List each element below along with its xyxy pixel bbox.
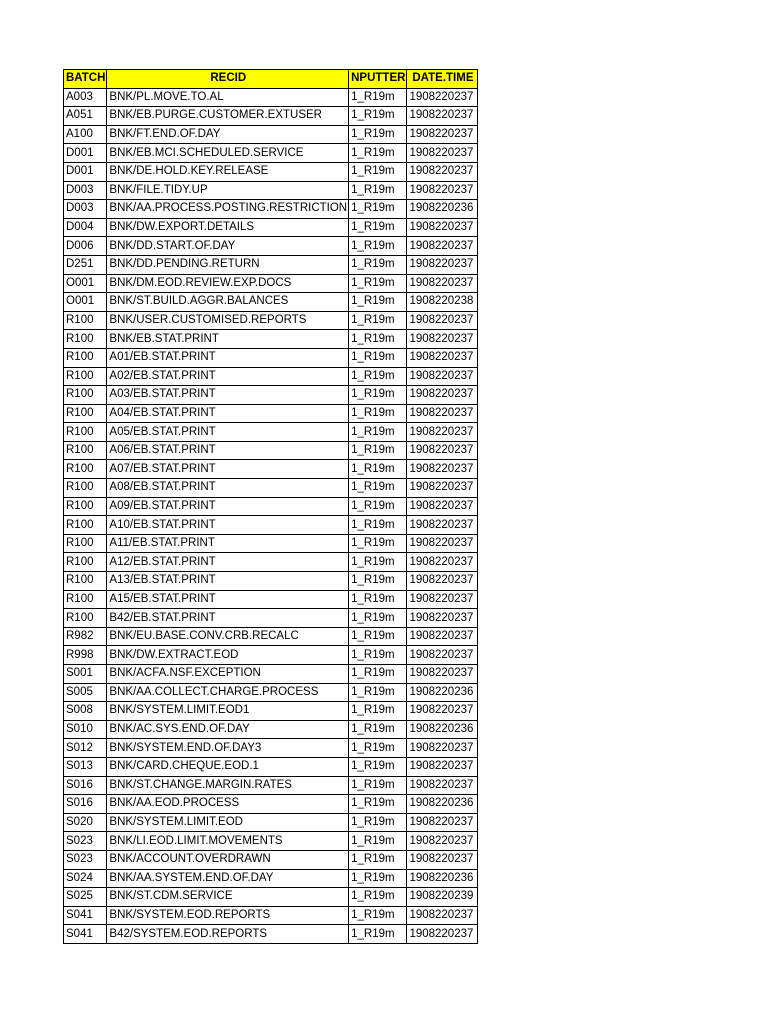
table-row	[64, 479, 478, 498]
date-time-cell: 1908220236	[407, 795, 478, 814]
date-time-cell: 1908220237	[407, 646, 478, 665]
recid-cell: BNK/AA.EOD.PROCESS	[107, 795, 349, 814]
table-row	[64, 107, 478, 126]
batch-cell: R100	[64, 423, 107, 442]
batch-cell: D003	[64, 181, 107, 200]
recid-cell: BNK/DM.EOD.REVIEW.EXP.DOCS	[107, 274, 349, 293]
recid-cell: BNK/AA.PROCESS.POSTING.RESTRICTION	[107, 200, 349, 219]
recid-cell: B42/SYSTEM.EOD.REPORTS	[107, 925, 349, 944]
batch-cell: S020	[64, 813, 107, 832]
recid-cell: BNK/PL.MOVE.TO.AL	[107, 88, 349, 107]
inputter-cell: 1_R19m	[349, 200, 407, 219]
batch-cell: S016	[64, 795, 107, 814]
date-time-cell: 1908220237	[407, 516, 478, 535]
table-row	[64, 553, 478, 572]
inputter-cell: 1_R19m	[349, 367, 407, 386]
batch-cell: S005	[64, 683, 107, 702]
inputter-cell: 1_R19m	[349, 497, 407, 516]
table-row	[64, 850, 478, 869]
inputter-cell: 1_R19m	[349, 125, 407, 144]
column-header-batch: BATCH	[64, 70, 107, 89]
recid-cell: A07/EB.STAT.PRINT	[107, 460, 349, 479]
recid-cell: A13/EB.STAT.PRINT	[107, 572, 349, 591]
table-row	[64, 534, 478, 553]
batch-cell: R982	[64, 627, 107, 646]
column-header-inputter: NPUTTER	[349, 70, 407, 89]
table-row	[64, 348, 478, 367]
inputter-cell: 1_R19m	[349, 162, 407, 181]
inputter-cell: 1_R19m	[349, 627, 407, 646]
header-row	[64, 70, 478, 89]
recid-cell: BNK/SYSTEM.LIMIT.EOD1	[107, 702, 349, 721]
recid-cell: BNK/CARD.CHEQUE.EOD.1	[107, 757, 349, 776]
batch-cell: A003	[64, 88, 107, 107]
inputter-cell: 1_R19m	[349, 572, 407, 591]
batch-cell: R100	[64, 590, 107, 609]
inputter-cell: 1_R19m	[349, 293, 407, 312]
inputter-cell: 1_R19m	[349, 423, 407, 442]
inputter-cell: 1_R19m	[349, 813, 407, 832]
table-row	[64, 627, 478, 646]
recid-cell: BNK/DE.HOLD.KEY.RELEASE	[107, 162, 349, 181]
table-row	[64, 367, 478, 386]
recid-cell: BNK/LI.EOD.LIMIT.MOVEMENTS	[107, 832, 349, 851]
batch-cell: S010	[64, 720, 107, 739]
batch-cell: R100	[64, 479, 107, 498]
batch-cell: R100	[64, 348, 107, 367]
date-time-cell: 1908220237	[407, 125, 478, 144]
batch-cell: D251	[64, 255, 107, 274]
date-time-cell: 1908220236	[407, 869, 478, 888]
inputter-cell: 1_R19m	[349, 553, 407, 572]
inputter-cell: 1_R19m	[349, 516, 407, 535]
inputter-cell: 1_R19m	[349, 665, 407, 684]
date-time-cell: 1908220237	[407, 665, 478, 684]
recid-cell: A03/EB.STAT.PRINT	[107, 386, 349, 405]
recid-cell: BNK/DD.START.OF.DAY	[107, 237, 349, 256]
date-time-cell: 1908220237	[407, 609, 478, 628]
date-time-cell: 1908220237	[407, 237, 478, 256]
inputter-cell: 1_R19m	[349, 757, 407, 776]
table-row	[64, 757, 478, 776]
batch-cell: R100	[64, 404, 107, 423]
table-row	[64, 869, 478, 888]
recid-cell: A01/EB.STAT.PRINT	[107, 348, 349, 367]
batch-cell: S016	[64, 776, 107, 795]
date-time-cell: 1908220237	[407, 348, 478, 367]
table-row	[64, 404, 478, 423]
inputter-cell: 1_R19m	[349, 869, 407, 888]
table-row	[64, 441, 478, 460]
date-time-cell: 1908220236	[407, 683, 478, 702]
inputter-cell: 1_R19m	[349, 311, 407, 330]
date-time-cell: 1908220237	[407, 572, 478, 591]
date-time-cell: 1908220237	[407, 218, 478, 237]
table-row	[64, 646, 478, 665]
recid-cell: BNK/FILE.TIDY.UP	[107, 181, 349, 200]
inputter-cell: 1_R19m	[349, 925, 407, 944]
batch-cell: S024	[64, 869, 107, 888]
batch-cell: R100	[64, 534, 107, 553]
inputter-cell: 1_R19m	[349, 776, 407, 795]
recid-cell: BNK/DW.EXPORT.DETAILS	[107, 218, 349, 237]
date-time-cell: 1908220237	[407, 553, 478, 572]
table-row	[64, 144, 478, 163]
batch-cell: O001	[64, 274, 107, 293]
recid-cell: BNK/SYSTEM.LIMIT.EOD	[107, 813, 349, 832]
inputter-cell: 1_R19m	[349, 404, 407, 423]
inputter-cell: 1_R19m	[349, 906, 407, 925]
inputter-cell: 1_R19m	[349, 683, 407, 702]
recid-cell: A02/EB.STAT.PRINT	[107, 367, 349, 386]
table-row	[64, 795, 478, 814]
table-row	[64, 125, 478, 144]
table-row	[64, 720, 478, 739]
table-row	[64, 386, 478, 405]
batch-cell: R100	[64, 497, 107, 516]
recid-cell: BNK/FT.END.OF.DAY	[107, 125, 349, 144]
batch-cell: R100	[64, 386, 107, 405]
date-time-cell: 1908220237	[407, 627, 478, 646]
date-time-cell: 1908220237	[407, 404, 478, 423]
table-row	[64, 888, 478, 907]
inputter-cell: 1_R19m	[349, 795, 407, 814]
date-time-cell: 1908220237	[407, 274, 478, 293]
inputter-cell: 1_R19m	[349, 237, 407, 256]
batch-cell: R100	[64, 460, 107, 479]
recid-cell: BNK/AC.SYS.END.OF.DAY	[107, 720, 349, 739]
inputter-cell: 1_R19m	[349, 386, 407, 405]
table-row	[64, 776, 478, 795]
batch-cell: S041	[64, 925, 107, 944]
inputter-cell: 1_R19m	[349, 107, 407, 126]
date-time-cell: 1908220237	[407, 162, 478, 181]
table-row	[64, 162, 478, 181]
batch-cell: D003	[64, 200, 107, 219]
column-header-recid: RECID	[107, 70, 349, 89]
inputter-cell: 1_R19m	[349, 274, 407, 293]
batch-cell: R100	[64, 367, 107, 386]
table-row	[64, 330, 478, 349]
recid-cell: A15/EB.STAT.PRINT	[107, 590, 349, 609]
batch-cell: D001	[64, 144, 107, 163]
column-header-date-time: DATE.TIME	[407, 70, 478, 89]
inputter-cell: 1_R19m	[349, 460, 407, 479]
recid-cell: BNK/AA.SYSTEM.END.OF.DAY	[107, 869, 349, 888]
date-time-cell: 1908220237	[407, 739, 478, 758]
inputter-cell: 1_R19m	[349, 888, 407, 907]
date-time-cell: 1908220237	[407, 144, 478, 163]
batch-cell: R100	[64, 572, 107, 591]
table-row	[64, 497, 478, 516]
date-time-cell: 1908220237	[407, 181, 478, 200]
table-row	[64, 739, 478, 758]
inputter-cell: 1_R19m	[349, 646, 407, 665]
date-time-cell: 1908220237	[407, 423, 478, 442]
date-time-cell: 1908220237	[407, 757, 478, 776]
table-row	[64, 702, 478, 721]
inputter-cell: 1_R19m	[349, 609, 407, 628]
recid-cell: BNK/AA.COLLECT.CHARGE.PROCESS	[107, 683, 349, 702]
inputter-cell: 1_R19m	[349, 181, 407, 200]
recid-cell: BNK/ST.BUILD.AGGR.BALANCES	[107, 293, 349, 312]
date-time-cell: 1908220237	[407, 367, 478, 386]
batch-cell: S008	[64, 702, 107, 721]
recid-cell: BNK/EU.BASE.CONV.CRB.RECALC	[107, 627, 349, 646]
recid-cell: BNK/ST.CHANGE.MARGIN.RATES	[107, 776, 349, 795]
recid-cell: A06/EB.STAT.PRINT	[107, 441, 349, 460]
table-row	[64, 590, 478, 609]
batch-cell: R100	[64, 553, 107, 572]
recid-cell: A11/EB.STAT.PRINT	[107, 534, 349, 553]
recid-cell: BNK/EB.PURGE.CUSTOMER.EXTUSER	[107, 107, 349, 126]
batch-cell: S012	[64, 739, 107, 758]
inputter-cell: 1_R19m	[349, 144, 407, 163]
inputter-cell: 1_R19m	[349, 534, 407, 553]
inputter-cell: 1_R19m	[349, 739, 407, 758]
batch-cell: A051	[64, 107, 107, 126]
date-time-cell: 1908220238	[407, 293, 478, 312]
table-row	[64, 906, 478, 925]
date-time-cell: 1908220237	[407, 850, 478, 869]
date-time-cell: 1908220237	[407, 460, 478, 479]
inputter-cell: 1_R19m	[349, 850, 407, 869]
recid-cell: BNK/SYSTEM.EOD.REPORTS	[107, 906, 349, 925]
recid-cell: BNK/ACFA.NSF.EXCEPTION	[107, 665, 349, 684]
date-time-cell: 1908220237	[407, 311, 478, 330]
recid-cell: B42/EB.STAT.PRINT	[107, 609, 349, 628]
inputter-cell: 1_R19m	[349, 720, 407, 739]
date-time-cell: 1908220237	[407, 497, 478, 516]
inputter-cell: 1_R19m	[349, 441, 407, 460]
inputter-cell: 1_R19m	[349, 348, 407, 367]
batch-table	[63, 69, 478, 944]
table-row	[64, 237, 478, 256]
recid-cell: BNK/USER.CUSTOMISED.REPORTS	[107, 311, 349, 330]
date-time-cell: 1908220237	[407, 906, 478, 925]
batch-cell: D001	[64, 162, 107, 181]
inputter-cell: 1_R19m	[349, 330, 407, 349]
batch-cell: R100	[64, 311, 107, 330]
recid-cell: BNK/ST.CDM.SERVICE	[107, 888, 349, 907]
batch-cell: R100	[64, 330, 107, 349]
date-time-cell: 1908220237	[407, 813, 478, 832]
inputter-cell: 1_R19m	[349, 832, 407, 851]
batch-cell: D004	[64, 218, 107, 237]
recid-cell: BNK/DD.PENDING.RETURN	[107, 255, 349, 274]
recid-cell: BNK/ACCOUNT.OVERDRAWN	[107, 850, 349, 869]
inputter-cell: 1_R19m	[349, 479, 407, 498]
table-row	[64, 200, 478, 219]
table-row	[64, 665, 478, 684]
table-row	[64, 683, 478, 702]
date-time-cell: 1908220237	[407, 441, 478, 460]
batch-cell: R100	[64, 441, 107, 460]
table-row	[64, 516, 478, 535]
table-row	[64, 832, 478, 851]
date-time-cell: 1908220236	[407, 200, 478, 219]
recid-cell: BNK/EB.STAT.PRINT	[107, 330, 349, 349]
table-row	[64, 311, 478, 330]
date-time-cell: 1908220237	[407, 107, 478, 126]
date-time-cell: 1908220237	[407, 386, 478, 405]
batch-cell: S023	[64, 850, 107, 869]
table-row	[64, 181, 478, 200]
inputter-cell: 1_R19m	[349, 702, 407, 721]
inputter-cell: 1_R19m	[349, 255, 407, 274]
recid-cell: A04/EB.STAT.PRINT	[107, 404, 349, 423]
recid-cell: A09/EB.STAT.PRINT	[107, 497, 349, 516]
date-time-cell: 1908220237	[407, 534, 478, 553]
recid-cell: BNK/EB.MCI.SCHEDULED.SERVICE	[107, 144, 349, 163]
table-row	[64, 293, 478, 312]
table-row	[64, 423, 478, 442]
table-row	[64, 925, 478, 944]
recid-cell: A10/EB.STAT.PRINT	[107, 516, 349, 535]
batch-cell: O001	[64, 293, 107, 312]
recid-cell: A12/EB.STAT.PRINT	[107, 553, 349, 572]
table-row	[64, 609, 478, 628]
date-time-cell: 1908220239	[407, 888, 478, 907]
table-body	[64, 88, 478, 943]
table-row	[64, 255, 478, 274]
date-time-cell: 1908220237	[407, 832, 478, 851]
batch-cell: R998	[64, 646, 107, 665]
date-time-cell: 1908220237	[407, 776, 478, 795]
table-row	[64, 460, 478, 479]
table-row	[64, 274, 478, 293]
recid-cell: A05/EB.STAT.PRINT	[107, 423, 349, 442]
table-row	[64, 88, 478, 107]
date-time-cell: 1908220237	[407, 590, 478, 609]
date-time-cell: 1908220236	[407, 720, 478, 739]
batch-cell: S041	[64, 906, 107, 925]
batch-cell: R100	[64, 609, 107, 628]
inputter-cell: 1_R19m	[349, 590, 407, 609]
batch-cell: S001	[64, 665, 107, 684]
batch-cell: S025	[64, 888, 107, 907]
date-time-cell: 1908220237	[407, 479, 478, 498]
table-row	[64, 813, 478, 832]
inputter-cell: 1_R19m	[349, 218, 407, 237]
table-row	[64, 218, 478, 237]
batch-cell: R100	[64, 516, 107, 535]
date-time-cell: 1908220237	[407, 255, 478, 274]
date-time-cell: 1908220237	[407, 330, 478, 349]
batch-cell: D006	[64, 237, 107, 256]
table-row	[64, 572, 478, 591]
inputter-cell: 1_R19m	[349, 88, 407, 107]
recid-cell: BNK/SYSTEM.END.OF.DAY3	[107, 739, 349, 758]
recid-cell: BNK/DW.EXTRACT.EOD	[107, 646, 349, 665]
recid-cell: A08/EB.STAT.PRINT	[107, 479, 349, 498]
date-time-cell: 1908220237	[407, 702, 478, 721]
date-time-cell: 1908220237	[407, 88, 478, 107]
date-time-cell: 1908220237	[407, 925, 478, 944]
batch-cell: S013	[64, 757, 107, 776]
batch-cell: S023	[64, 832, 107, 851]
batch-cell: A100	[64, 125, 107, 144]
